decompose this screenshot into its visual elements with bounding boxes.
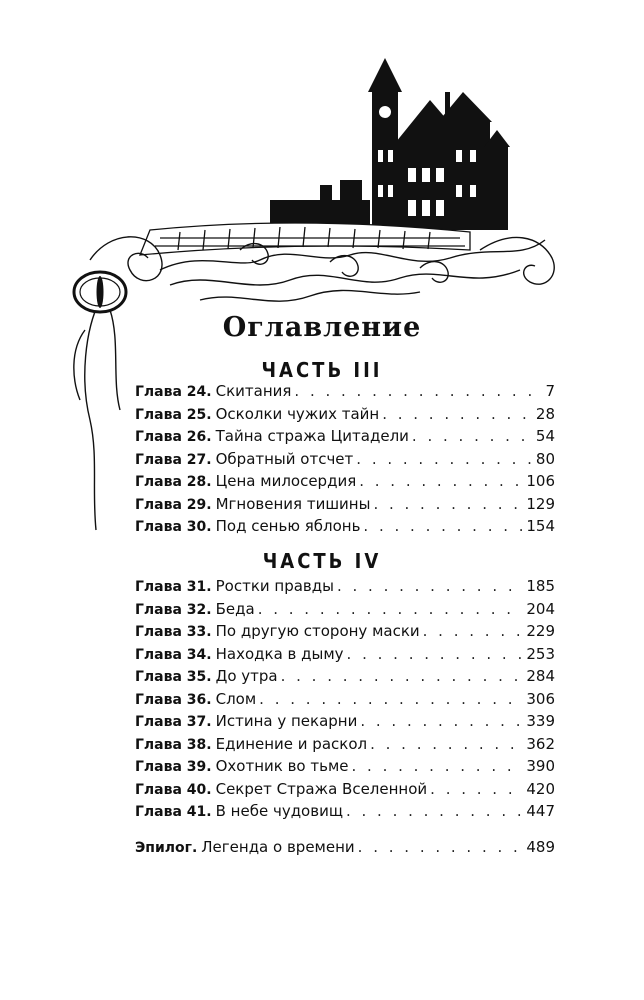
toc-row[interactable]: Глава 38. Единение и раскол . . . 362 (135, 735, 555, 758)
toc-row[interactable]: Глава 37. Истина у пекарни . . . 339 (135, 712, 555, 735)
page-title: Оглавление (222, 312, 422, 343)
toc-row[interactable]: Глава 31. Ростки правды . . . 185 (135, 577, 555, 600)
toc-row[interactable]: Глава 30. Под сенью яблонь . . . 154 (135, 517, 555, 540)
toc-row-epilogue[interactable]: Эпилог. Легенда о времени . . . 489 (135, 838, 555, 861)
toc-row[interactable]: Глава 34. Находка в дыму . . . 253 (135, 645, 555, 668)
toc-row[interactable]: Глава 32. Беда . . . 204 (135, 600, 555, 623)
toc-row[interactable]: Глава 36. Слом . . . 306 (135, 690, 555, 713)
part-3-chapter-list (135, 382, 555, 540)
toc-row[interactable]: Глава 41. В небе чудовищ . . . 447 (135, 802, 555, 825)
toc-row[interactable]: Глава 26. Тайна стража Цитадели . . . 54 (135, 427, 555, 450)
toc-row[interactable]: Глава 24. Скитания . . . 7 (135, 382, 555, 405)
dragon-eye-icon (74, 272, 126, 312)
toc-row[interactable]: Глава 29. Мгновения тишины . . . 129 (135, 495, 555, 518)
part-4-title: ЧАСТЬ IV (262, 549, 382, 573)
cobblestone-road (140, 223, 470, 255)
toc-row[interactable]: Глава 27. Обратный отсчет . . . 80 (135, 450, 555, 473)
epilogue-entry (135, 838, 555, 861)
toc-row[interactable]: Глава 33. По другую сторону маски . . . 229 (135, 622, 555, 645)
toc-row[interactable]: Глава 28. Цена милосердия . . . 106 (135, 472, 555, 495)
part-4-chapter-list (135, 577, 555, 825)
toc-row[interactable]: Глава 40. Секрет Стража Вселенной . . . 420 (135, 780, 555, 803)
toc-row[interactable]: Глава 25. Осколки чужих тайн . . . 28 (135, 405, 555, 428)
castle-icon (270, 58, 510, 230)
toc-row[interactable]: Глава 39. Охотник во тьме . . . 390 (135, 757, 555, 780)
toc-row[interactable]: Глава 35. До утра . . . 284 (135, 667, 555, 690)
part-3-title: ЧАСТЬ III (261, 358, 383, 382)
